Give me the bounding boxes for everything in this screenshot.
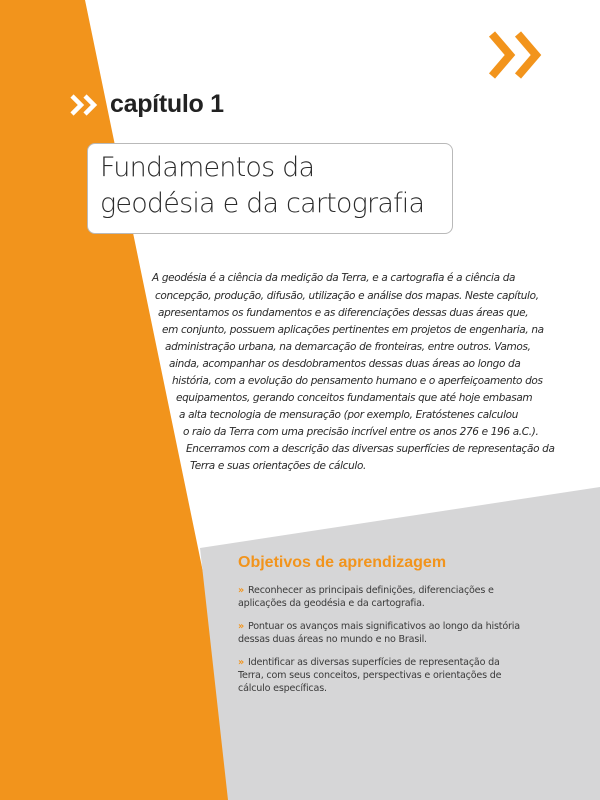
intro-line: apresentamos os fundamentos e as diferenciações dessas duas áreas que, <box>158 307 529 319</box>
chapter-title-line-2: geodésia e da cartografia <box>100 188 425 219</box>
objective-item <box>238 620 528 646</box>
intro-line: equipamentos, gerando conceitos fundamentais que até hoje embasam <box>176 392 533 404</box>
chapter-label: capítulo 1 <box>110 90 224 118</box>
double-chevron-icon <box>70 94 104 116</box>
chapter-heading <box>70 90 224 119</box>
objective-text: Identificar as diversas superfícies de representação da Terra, com seus conceitos, perspectivas e orientações de cálculo específicas. <box>238 657 502 694</box>
orange-chevron-bullet-icon: » <box>238 621 244 632</box>
intro-line: Encerramos com a descrição das diversas superfícies de representação da <box>186 443 555 455</box>
intro-line: administração urbana, na demarcação de fronteiras, entre outros. Vamos, <box>165 341 531 353</box>
double-chevron-icon <box>488 30 548 80</box>
intro-line: a alta tecnologia de mensuração (por exemplo, Eratóstenes calculou <box>179 409 519 421</box>
objectives-heading: Objetivos de aprendizagem <box>238 554 447 571</box>
objective-item <box>238 656 528 695</box>
objective-item <box>238 584 528 610</box>
objective-text: Pontuar os avanços mais significativos ao longo da história dessas duas áreas no mundo e no Brasil. <box>238 621 520 645</box>
intro-line: o raio da Terra com uma precisão incrível entre os anos 276 e 196 a.C.). <box>183 426 539 438</box>
objective-text: Reconhecer as principais definições, diferenciações e aplicações da geodésia e da cartografia. <box>238 585 494 609</box>
intro-line: história, com a evolução do pensamento humano e o aperfeiçoamento dos <box>172 375 543 387</box>
intro-line: ainda, acompanhar os desdobramentos dessas duas áreas ao longo da <box>169 358 521 370</box>
intro-line: Terra e suas orientações de cálculo. <box>190 460 367 472</box>
intro-line: em conjunto, possuem aplicações pertinentes em projetos de engenharia, na <box>162 324 544 336</box>
chapter-title-box <box>87 143 453 234</box>
orange-chevron-bullet-icon: » <box>238 585 244 596</box>
orange-chevron-bullet-icon: » <box>238 657 244 668</box>
intro-line: concepção, produção, difusão, utilização e análise dos mapas. Neste capítulo, <box>155 290 539 302</box>
intro-line: A geodésia é a ciência da medição da Terra, e a cartografia é a ciência da <box>152 272 516 284</box>
chapter-title-line-1: Fundamentos da <box>100 152 315 183</box>
